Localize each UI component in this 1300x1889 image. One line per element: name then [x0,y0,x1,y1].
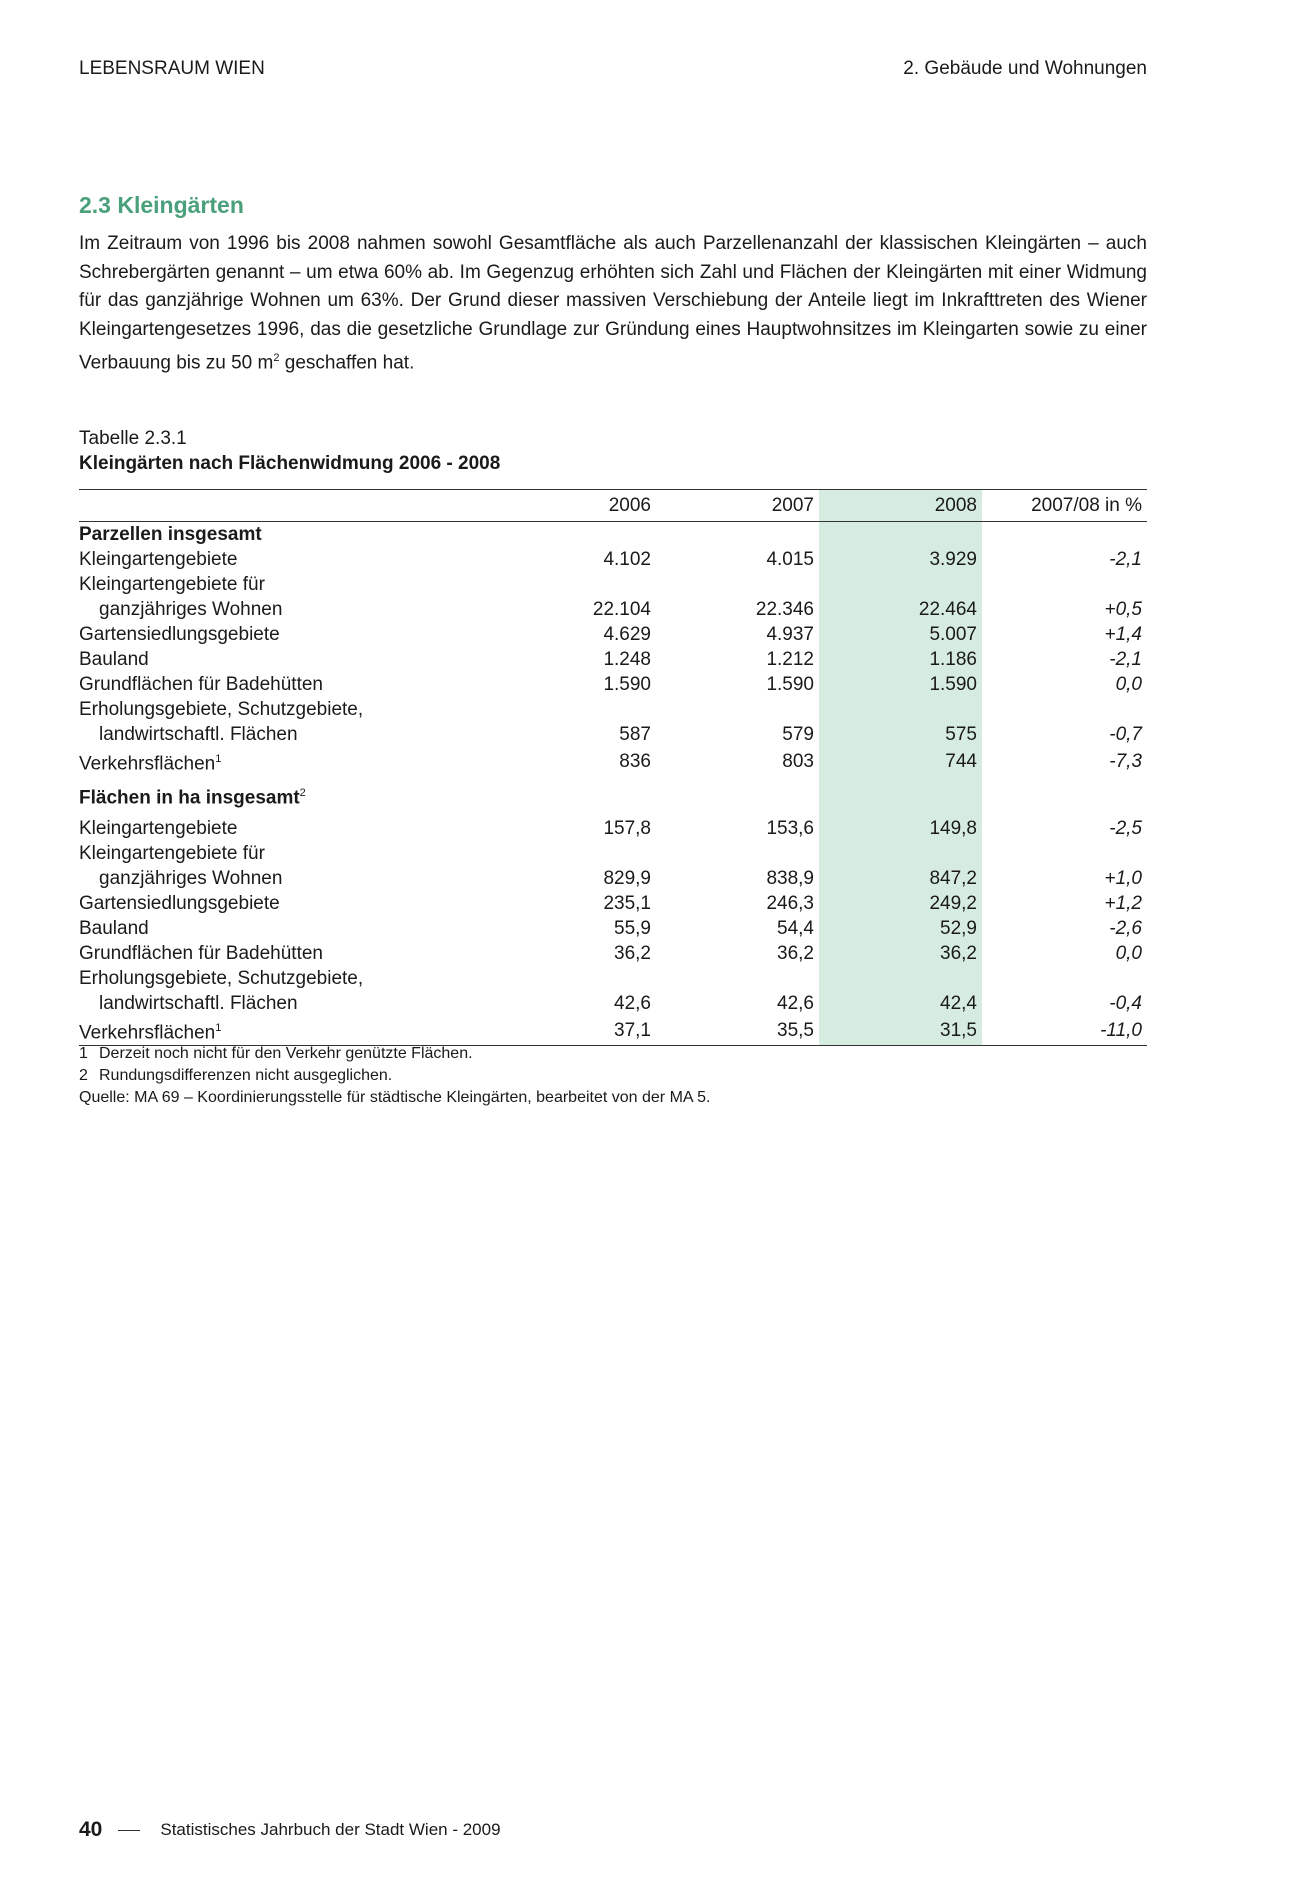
value-cell: 579 [782,724,814,745]
change-cell: +1,0 [1104,867,1142,889]
value-cell: 4.937 [766,624,814,645]
table-row [79,816,1147,841]
footer-text: Statistisches Jahrbuch der Stadt Wien - 2009 [160,1820,501,1839]
table-row [79,866,1147,891]
row-label: Bauland [79,649,149,670]
row-label: Kleingartengebiete für [79,842,265,864]
section-title-cell [79,776,493,815]
value-cell: 31,5 [819,1016,982,1046]
row-label-cell [79,966,493,991]
value-cell: 22.104 [592,599,651,620]
value-cell: 36,2 [819,941,982,966]
value-cell [656,841,819,866]
row-label: Erholungsgebiete, Schutzgebiete, [79,699,364,720]
intro-text-end: geschaffen hat. [279,352,415,374]
row-label: Erholungsgebiete, Schutzgebiete, [79,967,364,989]
value-cell: 36,2 [614,942,651,964]
value-cell: 575 [819,722,982,747]
footnote-ref: 2 [299,787,306,800]
value-cell: 52,9 [819,916,982,941]
data-table [79,489,1147,1046]
table-notes [79,1043,710,1109]
value-cell: 22.464 [819,597,982,622]
value-cell [656,697,819,722]
value-cell: 235,1 [603,892,651,914]
footnote-ref: 1 [215,753,222,765]
value-cell: 4.015 [766,549,814,570]
footnote-number: 1 [79,1045,88,1062]
value-cell: 829,9 [603,867,651,889]
table-row [79,672,1147,697]
footnote-number: 2 [79,1067,88,1084]
page-number: 40 [79,1818,103,1841]
table-row [79,722,1147,747]
change-cell: -0,7 [1109,724,1142,745]
value-cell [819,572,982,597]
value-cell: 36,2 [777,942,814,964]
intro-text: Im Zeitraum von 1996 bis 2008 nahmen sowohl Gesamtfläche als auch Parzellenanzahl der klassischen Kleingärten – auch Schrebergärten genannt – um etwa 60% ab. Im Gegenzug erhöhten sich Zahl und Flächen der Kleingärten mit einer Widmung für das ganzjährige Wohnen um 63%. Der Grund dieser massiven Verschiebung der Anteile liegt im Inkrafttreten des Wiener Kleingartengesetzes 1996, das die gesetzliche Grundlage zur Gründung eines Hauptwohnsitzes im Kleingarten sowie zu einer Verbauung bis zu 50 m [79,233,1147,374]
table-header-row [79,490,1147,522]
change-cell: -11,0 [982,1016,1147,1046]
table-row [79,1016,1147,1046]
change-cell: -2,6 [1109,917,1142,939]
change-cell [982,697,1147,722]
empty-cell [819,522,982,548]
table-row [79,547,1147,572]
table-row [79,647,1147,672]
change-cell: 0,0 [1115,674,1142,695]
table-row [79,572,1147,597]
value-cell: 42,6 [777,992,814,1014]
value-cell: 54,4 [777,917,814,939]
footnote-text: Derzeit noch nicht für den Verkehr genützte Flächen. [99,1045,473,1062]
row-label: Gartensiedlungsgebiete [79,624,280,645]
value-cell [493,697,656,722]
value-cell: 249,2 [819,891,982,916]
empty-cell [819,776,982,815]
table-title: Kleingärten nach Flächenwidmung 2006 - 2008 [79,453,501,474]
change-cell: +1,2 [1104,892,1142,914]
row-label-cell [79,597,493,622]
footnote [79,1065,710,1087]
value-cell [656,966,819,991]
value-cell: 4.629 [603,624,651,645]
value-cell: 42,4 [819,991,982,1016]
value-cell [493,841,656,866]
footnote [79,1043,710,1065]
table-row [79,916,1147,941]
row-label-cell [79,866,493,891]
value-cell: 1.590 [766,674,814,695]
footer-dash [118,1830,140,1831]
value-cell: 1.590 [819,672,982,697]
row-label-cell [79,672,493,697]
row-label: ganzjähriges Wohnen [99,867,283,889]
empty-cell [982,776,1147,815]
value-cell: 1.248 [603,649,651,670]
row-label: Kleingartengebiete für [79,574,265,595]
value-cell: 246,3 [766,892,814,914]
row-label: landwirtschaftl. Flächen [99,992,298,1014]
row-label-cell [79,572,493,597]
footnote-text: Rundungsdifferenzen nicht ausgeglichen. [99,1067,393,1084]
row-label: Verkehrsflächen [79,1021,216,1043]
row-label: Kleingartengebiete [79,817,238,839]
row-label-cell [79,941,493,966]
table-row [79,622,1147,647]
value-cell [819,966,982,991]
change-cell: -2,1 [1109,549,1142,570]
value-cell [493,966,656,991]
section-title: Flächen in ha insgesamt [79,787,300,809]
table-row [79,841,1147,866]
table-row [79,597,1147,622]
table-body [79,522,1147,1046]
value-cell: 838,9 [766,867,814,889]
value-cell: 587 [619,724,651,745]
row-label: Bauland [79,917,149,939]
value-cell: 1.186 [819,647,982,672]
value-cell: 4.102 [603,549,651,570]
column-header: 2007/08 in % [982,490,1147,522]
value-cell: 847,2 [819,866,982,891]
intro-superscript: 2 [273,352,280,364]
running-header-right: 2. Gebäude und Wohnungen [903,58,1147,79]
section-title-cell [79,522,493,548]
row-label-cell [79,722,493,747]
column-header: 2007 [656,490,819,522]
section-row [79,522,1147,548]
value-cell: 803 [782,751,814,773]
change-cell: +1,4 [1104,624,1142,645]
value-cell: 157,8 [603,817,651,839]
value-cell: 1.212 [766,649,814,670]
row-label: Grundflächen für Badehütten [79,674,324,695]
row-label: landwirtschaftl. Flächen [99,724,298,745]
row-label-cell [79,547,493,572]
change-cell: -2,1 [1109,649,1142,670]
value-cell [656,572,819,597]
table-row [79,747,1147,776]
row-label: ganzjähriges Wohnen [99,599,283,620]
column-header-label [79,490,493,522]
change-cell [982,966,1147,991]
value-cell: 1.590 [603,674,651,695]
row-label: Kleingartengebiete [79,549,238,570]
column-header: 2008 [819,490,982,522]
empty-cell [493,522,656,548]
column-header: 2006 [493,490,656,522]
value-cell: 5.007 [819,622,982,647]
row-label: Verkehrsflächen [79,753,216,775]
value-cell: 153,6 [766,817,814,839]
row-label-cell [79,841,493,866]
row-label-cell [79,622,493,647]
row-label-cell [79,747,493,776]
intro-paragraph [79,230,1147,378]
running-header-left: LEBENSRAUM WIEN [79,58,265,79]
row-label-cell [79,991,493,1016]
change-cell: -2,5 [1109,817,1142,839]
source-note: Quelle: MA 69 – Koordinierungsstelle für städtische Kleingärten, bearbeitet von der MA 5. [79,1089,711,1106]
footnote-ref: 1 [215,1021,222,1034]
value-cell: 744 [819,747,982,776]
value-cell: 55,9 [614,917,651,939]
value-cell [493,572,656,597]
empty-cell [656,522,819,548]
row-label: Gartensiedlungsgebiete [79,892,280,914]
row-label-cell [79,1016,493,1046]
section-title: Parzellen insgesamt [79,524,262,545]
empty-cell [493,776,656,815]
change-cell: -7,3 [1109,751,1142,773]
value-cell [819,697,982,722]
change-cell: -0,4 [1109,992,1142,1014]
value-cell: 35,5 [656,1016,819,1046]
value-cell: 37,1 [493,1016,656,1046]
change-cell: +0,5 [1104,599,1142,620]
value-cell: 22.346 [755,599,814,620]
value-cell: 836 [619,751,651,773]
table-row [79,697,1147,722]
change-cell [982,572,1147,597]
row-label-cell [79,697,493,722]
empty-cell [656,776,819,815]
row-label-cell [79,916,493,941]
row-label-cell [79,891,493,916]
page-footer [79,1818,501,1842]
row-label: Grundflächen für Badehütten [79,942,324,964]
table-row [79,941,1147,966]
row-label-cell [79,816,493,841]
section-row [79,776,1147,815]
value-cell: 149,8 [819,816,982,841]
change-cell: 0,0 [1115,942,1142,964]
table-label: Tabelle 2.3.1 [79,428,187,449]
table-row [79,991,1147,1016]
row-label-cell [79,647,493,672]
value-cell [819,841,982,866]
empty-cell [982,522,1147,548]
section-title: 2.3 Kleingärten [79,192,244,218]
value-cell: 42,6 [614,992,651,1014]
change-cell [982,841,1147,866]
value-cell: 3.929 [819,547,982,572]
table-row [79,891,1147,916]
table-row [79,966,1147,991]
